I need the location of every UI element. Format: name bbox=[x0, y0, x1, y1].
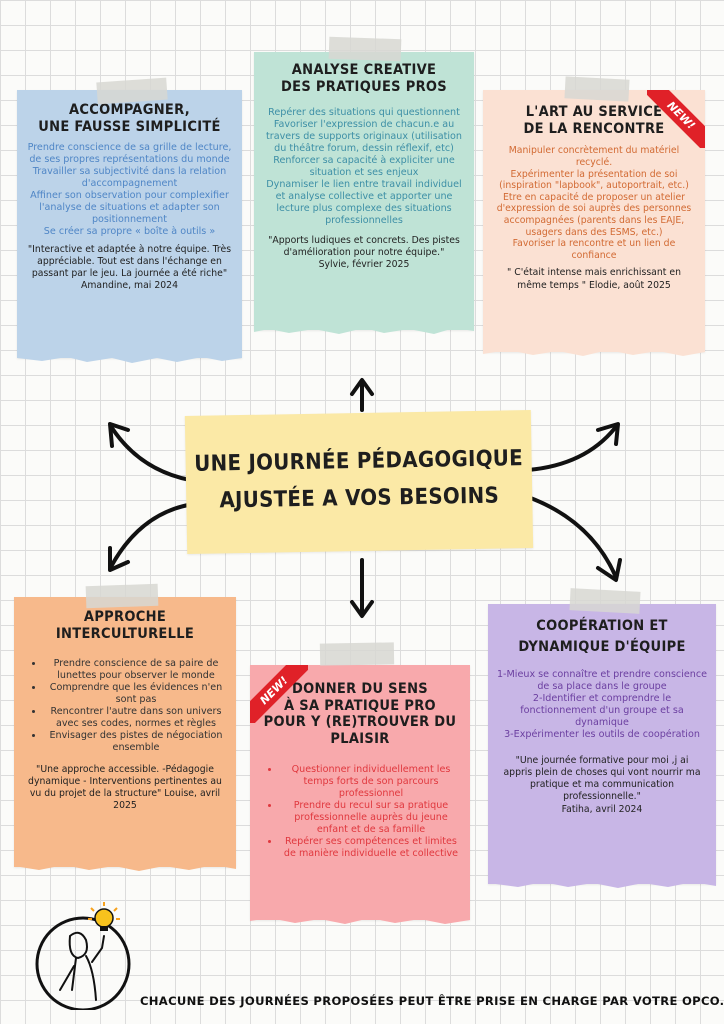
body-paragraph: Renforcer sa capacité à expliciter une situation et ses enjeux bbox=[273, 155, 455, 179]
title-line: ACCOMPAGNER, bbox=[68, 102, 191, 118]
tape bbox=[86, 584, 159, 608]
body-paragraph: Prendre conscience de sa grille de lecture, de ses propres représentations du monde Travailler sa subjectivité dans la relation d'accompagnement bbox=[27, 142, 232, 190]
new-badge bbox=[250, 665, 308, 723]
body-paragraph: Favoriser la rencontre et un lien de confiance bbox=[512, 238, 676, 261]
title-line: PLAISIR bbox=[330, 731, 390, 748]
testimonial bbox=[262, 235, 466, 271]
body-paragraph: 3-Expérimenter les outils de coopération bbox=[504, 729, 700, 741]
card-title bbox=[22, 609, 228, 642]
quote-text: "Une approche accessible. -Pédagogie dynamique - Interventions pertinentes au vu du projet de la structure" Louise, avril 2025 bbox=[28, 764, 222, 812]
list-item: • Rencontrer l'autre dans son univers avec ses codes, normes et règles bbox=[44, 706, 228, 730]
quote-author: Sylvie, février 2025 bbox=[318, 259, 410, 271]
testimonial bbox=[496, 755, 708, 815]
arrow-upper-right-head bbox=[598, 424, 618, 444]
arrow-lower-right bbox=[528, 497, 615, 575]
person-lightbulb-illustration bbox=[28, 900, 138, 1010]
card-title bbox=[262, 62, 466, 95]
quote-text: " C'était intense mais enrichissant en même temps " Elodie, août 2025 bbox=[506, 267, 681, 291]
title-line: POUR Y (RE)TROUVER DU bbox=[263, 714, 457, 731]
quote-text: "Une journée formative pour moi ,j ai appris plein de choses qui vont nourrir ma pratique et ma communication professionnelle." bbox=[503, 755, 701, 803]
testimonial bbox=[27, 244, 232, 292]
body-paragraph: 2-Identifier et comprendre le fonctionnement d'un groupe et sa dynamique bbox=[520, 693, 684, 729]
torn-edge bbox=[17, 352, 242, 364]
testimonial bbox=[491, 267, 697, 291]
body-paragraph: Expérimenter la présentation de soi (inspiration "lapbook", autoportrait, etc.) bbox=[499, 168, 689, 192]
title-line: DYNAMIQUE D'ÉQUIPE bbox=[518, 638, 686, 655]
card-cooperation bbox=[488, 604, 716, 884]
arrow-lower-right-head bbox=[598, 560, 620, 580]
torn-edge bbox=[483, 346, 705, 358]
arrow-upper-left-head bbox=[110, 424, 128, 446]
body-paragraph: Manipuler concrètement du matériel recyclé. bbox=[508, 145, 680, 168]
body-paragraph: Se créer sa propre « boîte à outils » bbox=[43, 226, 216, 238]
card-title bbox=[27, 102, 232, 135]
list-item: • Repérer ses compétences et limites de manière individuelle et collective bbox=[280, 836, 462, 860]
torn-edge bbox=[488, 878, 716, 890]
card-accompagner bbox=[17, 90, 242, 358]
title-line: UNE FAUSSE SIMPLICITÉ bbox=[38, 118, 221, 135]
tape bbox=[320, 642, 394, 665]
testimonial bbox=[22, 764, 228, 812]
list-item: • Prendre conscience de sa paire de lunettes pour observer le monde bbox=[44, 658, 228, 682]
card-body bbox=[491, 145, 697, 261]
title-line: DE LA RENCONTRE bbox=[523, 120, 665, 137]
title-line: APPROCHE bbox=[83, 609, 167, 625]
center-card bbox=[185, 410, 533, 554]
list-item: • Comprendre que les évidences n'en sont pas bbox=[44, 682, 228, 706]
body-paragraph: Affiner son observation pour complexifier l'analyse de situations et adapter son positionnement bbox=[30, 190, 229, 226]
card-body bbox=[27, 142, 232, 238]
title-line: DONNER DU SENS bbox=[291, 681, 429, 697]
arrow-upper-right bbox=[528, 428, 615, 470]
tape bbox=[329, 37, 402, 61]
body-paragraph: Repérer des situations qui questionnent bbox=[268, 107, 460, 119]
body-paragraph: 1-Mieux se connaître et prendre conscience de sa place dans le groupe bbox=[496, 669, 708, 693]
body-paragraph: Favoriser l'expression de chacun.e au travers de supports originaux (utilisation du théâtre forum, dessin réflexif, etc) bbox=[266, 119, 462, 155]
arrow-up-head bbox=[352, 380, 372, 394]
torn-edge bbox=[254, 324, 474, 336]
new-badge-label: NEW! bbox=[250, 665, 308, 723]
body-paragraph: Etre en capacité de proposer un atelier d'expression de soi auprès des personnes accompagnées (parents dans les EAJE, usagers dans des ESMS, etc.) bbox=[496, 191, 692, 238]
new-badge bbox=[647, 90, 705, 148]
body-paragraph: Dynamiser le lien entre travail individuel et analyse collective et apporter une lecture plus complexe des situations professionnelles bbox=[266, 179, 462, 227]
tape bbox=[569, 588, 640, 614]
title-line: INTERCULTURELLE bbox=[55, 625, 195, 642]
quote-text: "Interactive et adaptée à notre équipe. Très appréciable. Tout est dans l'échange en passant par le jeu. La journée a été riche" bbox=[27, 244, 232, 280]
new-badge-label: NEW! bbox=[647, 90, 705, 148]
quote-text: "Apports ludiques et concrets. Des pistes d'amélioration pour notre équipe." bbox=[268, 235, 460, 259]
card-body bbox=[496, 669, 708, 741]
footer-text: CHACUNE DES JOURNÉES PROPOSÉES PEUT ÊTRE PRISE EN CHARGE PAR VOTRE OPCO. bbox=[140, 994, 724, 1008]
title-line: À SA PRATIQUE PRO bbox=[284, 697, 436, 714]
quote-author: Amandine, mai 2024 bbox=[81, 280, 178, 292]
list-item: • Envisager des pistes de négociation ensemble bbox=[44, 730, 228, 754]
lightbulb-icon bbox=[88, 902, 120, 931]
title-line: ANALYSE CREATIVE bbox=[291, 62, 437, 78]
bullet-list bbox=[22, 658, 228, 754]
center-title-line1: UNE JOURNÉE PÉDAGOGIQUE bbox=[194, 446, 524, 477]
bullet-list bbox=[258, 764, 462, 860]
card-body bbox=[262, 107, 466, 227]
card-analyse bbox=[254, 52, 474, 330]
title-line: DES PRATIQUES PROS bbox=[280, 78, 448, 95]
card-interculturelle bbox=[14, 597, 236, 867]
title-line: COOPÉRATION ET bbox=[536, 618, 668, 634]
list-item: • Prendre du recul sur sa pratique professionnelle auprès du jeune enfant et de sa famille bbox=[280, 800, 462, 836]
title-line: L'ART AU SERVICE bbox=[525, 104, 663, 120]
tape bbox=[96, 78, 167, 105]
tape bbox=[564, 76, 629, 101]
arrow-down-head bbox=[352, 602, 372, 616]
quote-author: Fatiha, avril 2024 bbox=[561, 803, 643, 815]
arrow-lower-left bbox=[112, 505, 188, 565]
torn-edge bbox=[14, 861, 236, 873]
card-art bbox=[483, 90, 705, 352]
card-title bbox=[496, 618, 708, 655]
card-sens bbox=[250, 665, 470, 920]
arrow-upper-left bbox=[112, 428, 190, 480]
list-item: • Questionner individuellement les temps forts de son parcours professionnel bbox=[280, 764, 462, 800]
torn-edge bbox=[250, 914, 470, 926]
arrow-lower-left-head bbox=[110, 548, 128, 570]
center-title-line2: AJUSTÉE A VOS BESOINS bbox=[219, 483, 500, 514]
